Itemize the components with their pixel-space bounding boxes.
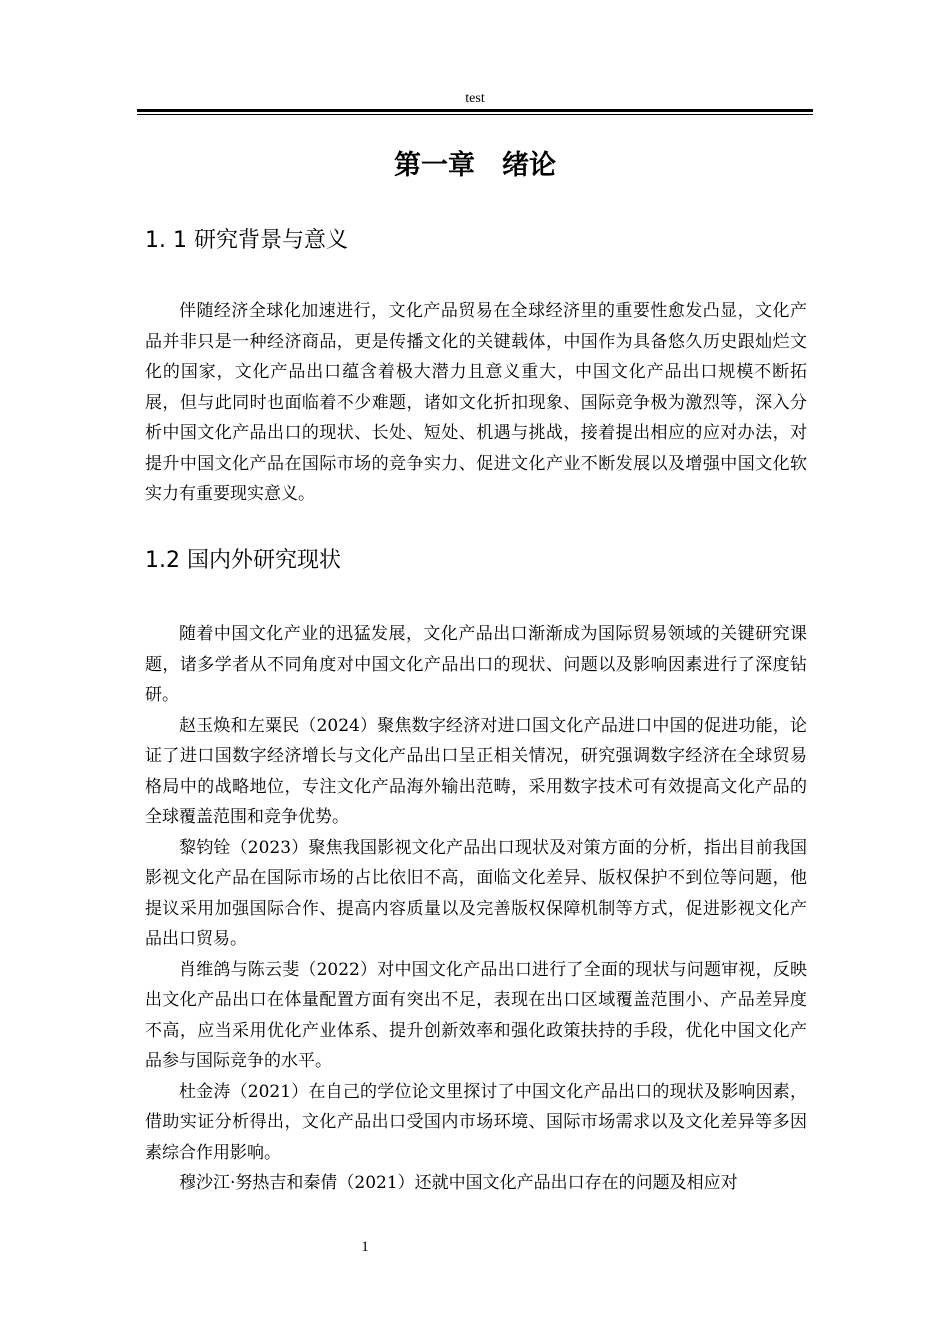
paragraph: 肖维鸽与陈云斐（2022）对中国文化产品出口进行了全面的现状与问题审视，反映出文化产品出口在体量配置方面有突出不足，表现在出口区域覆盖范围小、产品差异度不高，应当采用优化产业体系、提升创新效率和强化政策扶持的手段，优化中国文化产品参与国际竞争的水平。 [145,959,807,1071]
header-rule-thin [137,114,813,115]
paragraph: 赵玉焕和左粟民（2024）聚焦数字经济对进口国文化产品进口中国的促进功能，论证了进口国数字经济增长与文化产品出口呈正相关情况，研究强调数字经济在全球贸易格局中的战略地位，专注文化产品海外输出范畴，采用数字技术可有效提高文化产品的全球覆盖范围和竞争优势。 [145,715,807,827]
chapter-title: 第一章 绪论 [394,150,556,181]
paragraph: 伴随经济全球化加速进行，文化产品贸易在全球经济里的重要性愈发凸显，文化产品并非只是一种经济商品，更是传播文化的关键载体，中国作为具备悠久历史跟灿烂文化的国家，文化产品出口蕴含着极大潜力且意义重大，中国文化产品出口规模不断拓展，但与此同时也面临着不少难题，诸如文化折扣现象、国际竞争极为激烈等，深入分析中国文化产品出口的现状、长处、短处、机遇与挑战，接着提出相应的应对办法，对提升中国文化产品在国际市场的竞争实力、促进文化产业不断发展以及增强中国文化软实力有重要现实意义。 [145,301,807,504]
section-1-1-body [145,296,807,510]
paragraph: 黎钧铨（2023）聚焦我国影视文化产品出口现状及对策方面的分析，指出目前我国影视文化产品在国际市场的占比依旧不高，面临文化差异、版权保护不到位等问题，他提议采用加强国际合作、提高内容质量以及完善版权保障机制等方式，促进影视文化产品出口贸易。 [145,837,807,949]
paragraph: 穆沙江·努热吉和秦倩（2021）还就中国文化产品出口存在的问题及相应对 [179,1173,738,1193]
paragraph: 杜金涛（2021）在自己的学位论文里探讨了中国文化产品出口的现状及影响因素，借助实证分析得出，文化产品出口受国内市场环境、国际市场需求以及文化差异等多因素综合作用影响。 [145,1081,807,1163]
page-number: 1 [361,1239,369,1255]
running-header: test [465,91,485,106]
section-heading-1-2: 1.2 国内外研究现状 [145,548,341,573]
section-1-2-body [145,619,807,1199]
section-heading-1-1: 1. 1 研究背景与意义 [145,228,348,253]
header-rule-thick [137,109,813,112]
paragraph: 随着中国文化产业的迅猛发展，文化产品出口渐渐成为国际贸易领域的关键研究课题，诸多学者从不同角度对中国文化产品出口的现状、问题以及影响因素进行了深度钻研。 [145,624,807,705]
